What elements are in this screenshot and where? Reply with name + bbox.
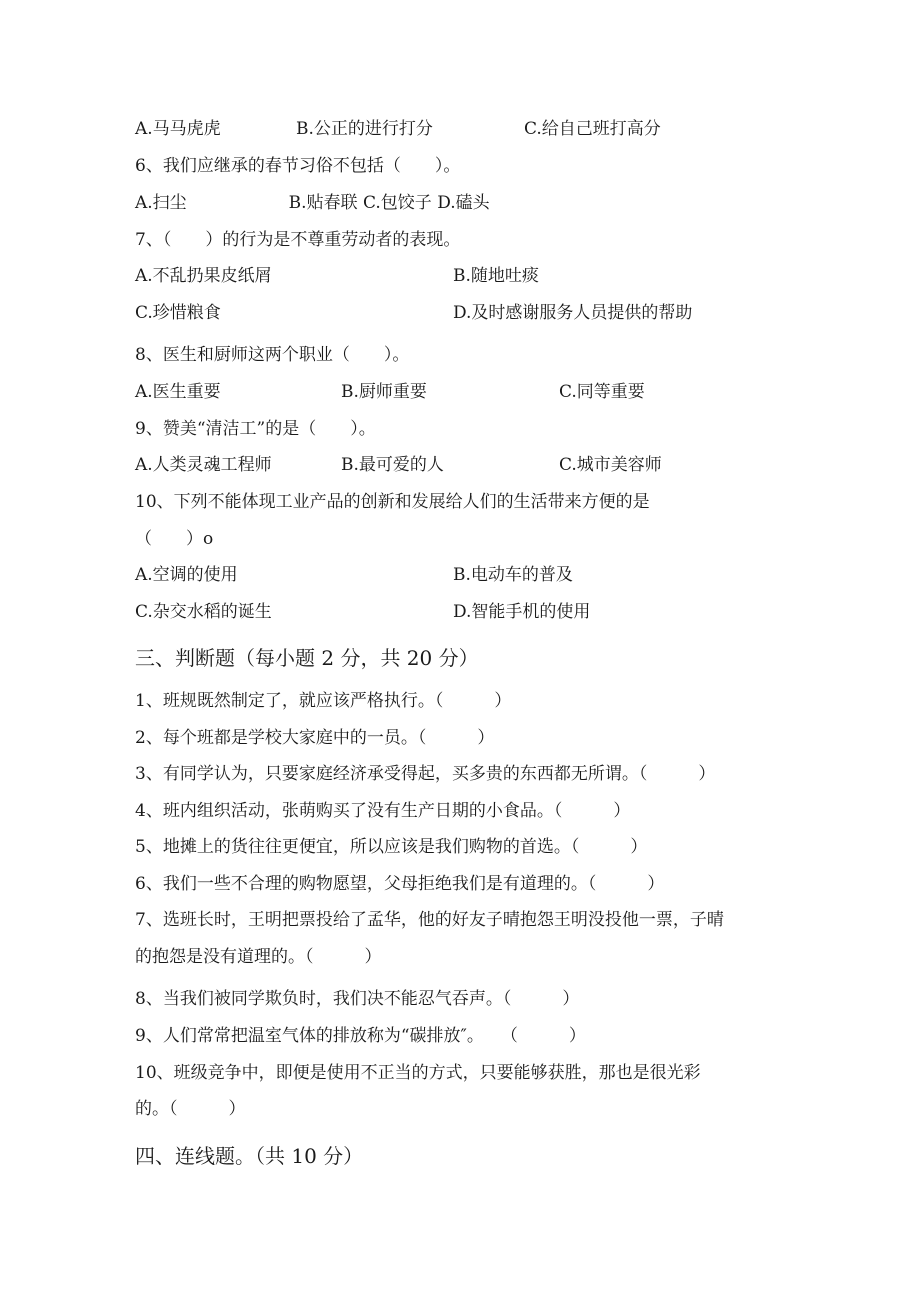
s3-item-4: 4、班内组织活动，张萌购买了没有生产日期的小食品。（ ） xyxy=(135,801,631,821)
q7-option-c: C.珍惜粮食 xyxy=(135,303,221,323)
s3-item-7-line2: 的抱怨是没有道理的。（ ） xyxy=(135,947,382,967)
q6-stem: 6、我们应继承的春节习俗不包括（ ）。 xyxy=(135,156,461,176)
s3-item-7-line1: 7、选班长时，王明把票投给了孟华，他的好友子晴抱怨王明没投他一票，子晴 xyxy=(135,910,724,930)
q7-option-d: D.及时感谢服务人员提供的帮助 xyxy=(453,303,693,323)
q7-option-b: B.随地吐痰 xyxy=(453,266,539,286)
s3-item-1: 1、班规既然制定了，就应该严格执行。（ ） xyxy=(135,691,512,711)
section3-title: 三、判断题（每小题 2 分，共 20 分） xyxy=(135,646,479,670)
q8-option-a: A.医生重要 xyxy=(135,382,221,402)
s3-item-5: 5、地摊上的货往往更便宜，所以应该是我们购物的首选。（ ） xyxy=(135,837,648,857)
q5-option-c: C.给自己班打高分 xyxy=(524,119,661,139)
q10-stem-line1: 10、下列不能体现工业产品的创新和发展给人们的生活带来方便的是 xyxy=(135,492,650,512)
q8-option-b: B.厨师重要 xyxy=(341,382,427,402)
q10-option-d: D.智能手机的使用 xyxy=(453,602,591,622)
q5-option-b: B.公正的进行打分 xyxy=(296,119,433,139)
q6-options: A.扫尘 B.贴春联 C.包饺子 D.磕头 xyxy=(135,193,490,213)
q9-option-b: B.最可爱的人 xyxy=(341,455,444,475)
q9-stem: 9、赞美“清洁工”的是（ ）。 xyxy=(135,419,376,439)
q10-option-a: A.空调的使用 xyxy=(135,565,238,585)
q10-stem-line2: （ ）o xyxy=(135,529,214,549)
s3-item-6: 6、我们一些不合理的购物愿望，父母拒绝我们是有道理的。（ ） xyxy=(135,874,665,894)
q10-option-c: C.杂交水稻的诞生 xyxy=(135,602,272,622)
section4-title: 四、连线题。（共 10 分） xyxy=(135,1144,364,1168)
q7-stem: 7、（ ）的行为是不尊重劳动者的表现。 xyxy=(135,230,461,250)
q7-option-a: A.不乱扔果皮纸屑 xyxy=(135,266,272,286)
s3-item-10-line1: 10、班级竞争中，即便是使用不正当的方式，只要能够获胜，那也是很光彩 xyxy=(135,1063,701,1083)
q8-stem: 8、医生和厨师这两个职业（ ）。 xyxy=(135,345,410,365)
q9-option-c: C.城市美容师 xyxy=(559,455,662,475)
s3-item-8: 8、当我们被同学欺负时，我们决不能忍气吞声。（ ） xyxy=(135,989,580,1009)
q9-option-a: A.人类灵魂工程师 xyxy=(135,455,272,475)
q10-option-b: B.电动车的普及 xyxy=(453,565,573,585)
s3-item-3: 3、有同学认为，只要家庭经济承受得起，买多贵的东西都无所谓。（ ） xyxy=(135,764,716,784)
s3-item-9: 9、人们常常把温室气体的排放称为“碳排放″。 （ ） xyxy=(135,1026,586,1046)
s3-item-10-line2: 的。（ ） xyxy=(135,1099,246,1119)
q8-option-c: C.同等重要 xyxy=(559,382,645,402)
q5-option-a: A.马马虎虎 xyxy=(135,119,221,139)
s3-item-2: 2、每个班都是学校大家庭中的一员。（ ） xyxy=(135,728,495,748)
